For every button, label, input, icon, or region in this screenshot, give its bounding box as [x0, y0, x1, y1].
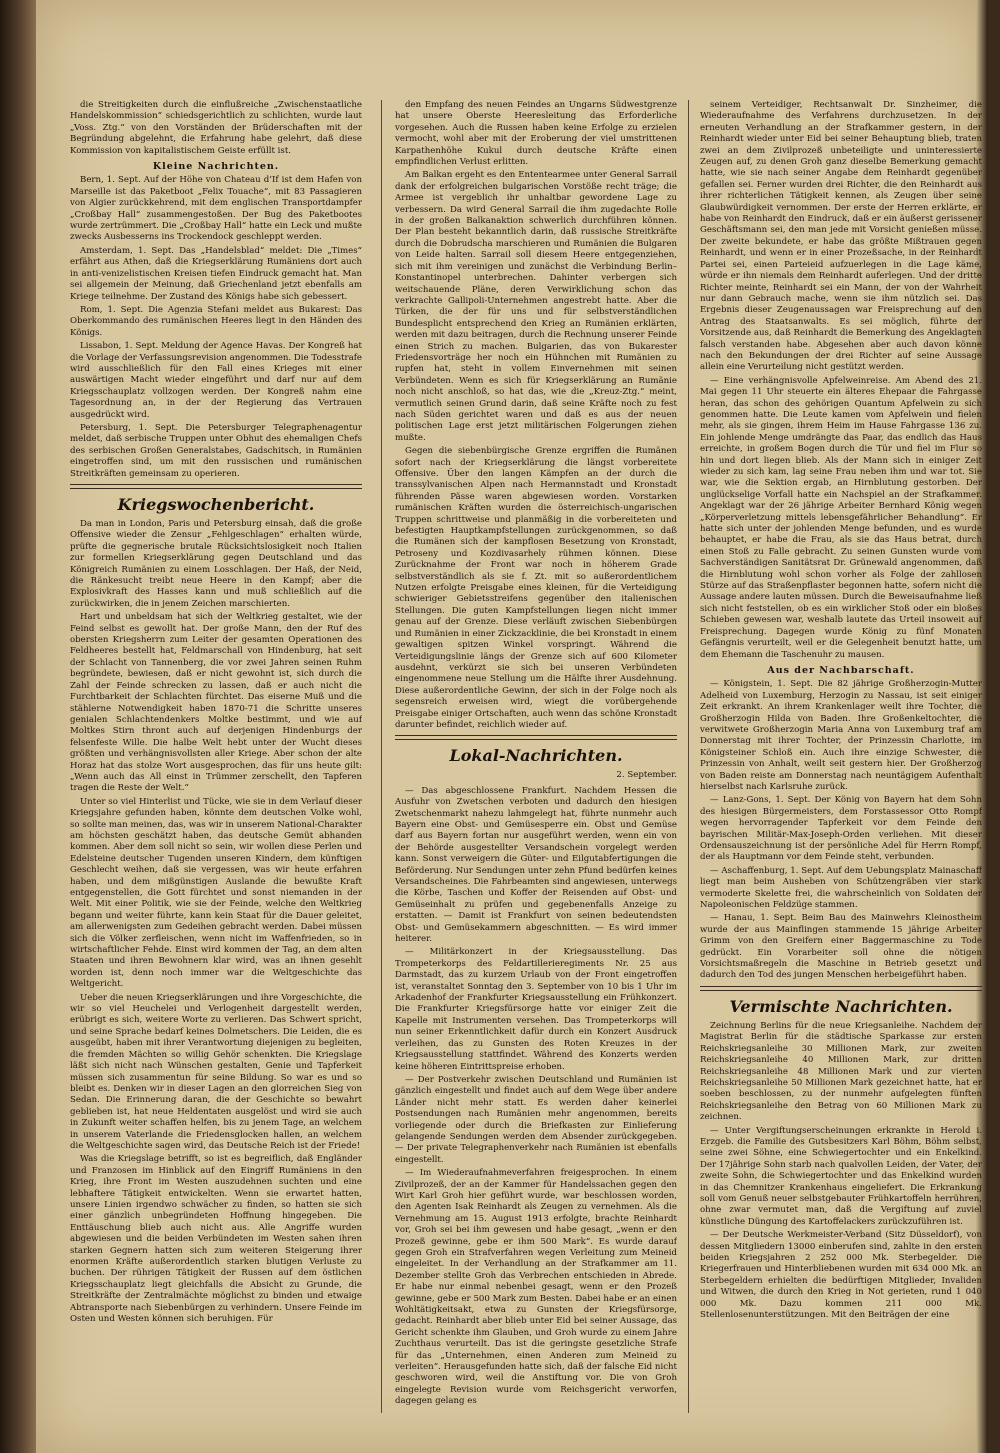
heading-lokal-nachrichten: Lokal-Nachrichten. — [449, 746, 623, 766]
heading-kriegswochenbericht: Kriegswochenbericht. — [117, 495, 315, 514]
news-item: Rom, 1. Sept. Die Agenzia Stefani meldet aus Bukarest: Das Oberkommando des rumänischen Heeres liegt in den Händen des Königs. — [70, 304, 362, 338]
section-divider — [700, 986, 982, 991]
neighborhood-item: — Hanau, 1. Sept. Beim Bau des Mainwehrs Kleinostheim wurde der aus Mainflingen stammende 15 jährige Arbeiter Grimm von den Greifern einer Baggermaschine zu Tode gedrückt. Ein Vorarbeiter soll ohne die nötigen Vorsichtsmaßregeln die Maschine in Betrieb gesetzt und dadurch den Tod des jungen Menschen herbeigeführt haben. — [700, 913, 982, 981]
column-rule-1 — [381, 100, 382, 1413]
article-paragraph: seinem Verteidiger, Rechtsanwalt Dr. Sinzheimer, die Wiederaufnahme des Verfahrens durchzusetzen. In der erneuten Verhandlung an der Strafkammer gestern, in der Reinhardt wieder unter Eid bei seiner Behauptung blieb, traten zwei an dem Zivilprozeß unbeteiligte und uninteressierte Zeugen auf, zu denen Groh ganz dieselbe Bemerkung gemacht hatte, wie sie nach seiner Angabe dem Reinhardt gegenüber gefallen sei. Ferner wurden drei Richter, die den Reinhardt aus ihrer richterlichen Tätigkeit kennen, als Zeugen über seine Glaubwürdigkeit vernommen. Der erste der Herren erklärte, er habe von Reinhardt den Eindruck, daß er ein äußerst gerissener Geschäftsmann sei, den man jede mit Vorsicht genießen müsse. Der zweite bekundete, er habe das größte Mißtrauen gegen Reinhardt, und wenn er in einer Prozeßsache, in der Reinhardt Partei sei, einen Parteieid aufzuerlegen in die Lage käme, würde er ihn niemals dem Reinhardt auferlegen. Und der dritte Richter meinte, Reinhardt sei ein Mann, der von der Wahrheit nur dann Gebrauch mache, wenn sie ihm nützlich sei. Das Ergebnis dieser Zeugenaussagen war Freisprechung auf den Antrag des Staatsanwalts. Es sei möglich, führte der Vorsitzende aus, daß Reinhardt die Bemerkung des Angeklagten falsch verstanden habe. Abgesehen aber auch davon könne nach den Bekundungen der drei Richter auf seine Aussage allein eine Verurteilung nicht gestützt werden. — [700, 100, 982, 373]
article-paragraph: Gegen die siebenbürgische Grenze ergriffen die Rumänen sofort nach der Kriegserklärung die längst vorbereitete Offensive. Über den langen Kämpfen an der durch die transsylvanischen Alpen nach Hermannstadt und Kronstadt führenden Pässe waren abgewiesen worden. Vorstarken rumänischen Kräften wurden die österreichisch-ungarischen Truppen schrittweise und planmäßig in die vorbereiteten und befestigten Hauptkampfstellungen zurückgenommen, so daß die Rumänen sich der kampflosen Besetzung von Kronstadt, Petroseny und Kozdivasarhely rühmen können. Diese Zurücknahme der Front war noch in höherem Grade selbstverständlich als sie f. Zt. mit so außerordentlichem Nutzen erfolgte Preisgabe eines kleinen, für die Verteidigung schwieriger Gebietsstreifens gegenüber den italienischen Stellungen. Die guten Kampfstellungen liegen nicht immer genau auf der Grenze. Diese verläuft zwischen Siebenbürgen und Rumänien in einer Zickzacklinie, die bei Kronstadt in einem gewaltigen spitzen Winkel vorspringt. Während die Verteidigungslinie längs der Grenze sich auf 600 Kilometer ausdehnt, verkürzt sie sich bei unseren Verbündeten eingenommene neue Stellung um die Hälfte ihrer Ausdehnung. Diese außerordentliche Gewinn, der sich in der Folge noch als segensreich erweisen wird, wiegt die vorübergehende Preisgabe einiger Ortschaften, auch wenn das schöne Kronstadt darunter befindet, reichlich wieder auf. — [395, 446, 677, 730]
book-spine — [0, 0, 36, 1453]
dateline: 2. September. — [616, 770, 677, 781]
article-paragraph: Hart und unbeldsam hat sich der Weltkrieg gestaltet, wie der Feind selbst es gewollt hat. Der große Mann, den der Ruf des obersten Kriegsherrn zum Leiter der gesamten Operationen des Feldheeres bestellt hat, Feldmarschall von Hindenburg, hat seit der Schlacht von Tannenberg, die vor zwei Jahren seinen Ruhm begründete, bewiesen, daß er nicht gewohnt ist, sich durch die Zahl der Feinde schrecken zu lassen, daß er auch nicht die Furchtbarkeit der Schlachten fürchtet. Das eiserne Muß und die stählerne Notwendigkeit haben 1870-71 die Schritte unseres genialen Schlachtendenkers Moltke bestimmt, und wie auf Moltkes Stirn thront auch auf derjenigen Hindenburgs der felsenfeste Wille. Die halbe Welt hebt unter der Wucht dieses größten und verhängnisvollsten aller Kriege. Aber schon der alte Horaz hat das stolze Wort ausgesprochen, das für uns heute gilt: „Wenn auch das All einst in Trümmer zerschellt, den Tapferen tragen die Reste der Welt.“ — [70, 612, 362, 794]
heading-kleine-nachrichten: Kleine Nachrichten. — [152, 161, 280, 173]
news-item: Lissabon, 1. Sept. Meldung der Agence Havas. Der Kongreß hat die Vorlage der Verfassungsrevision angenommen. Die Todesstrafe wird ausschließlich für den Fall eines Krieges mit einer auswärtigen Macht wieder eingeführt und darf nur auf dem Kriegsschauplatz vollzogen werden. Der Kongreß nahm eine Tagesordnung an, in der der Regierung das Vertrauen ausgedrückt wird. — [70, 341, 362, 420]
news-item: Bern, 1. Sept. Auf der Höhe von Chateau d’If ist dem Hafen von Marseille ist das Paketboot „Felix Touache“, mit 83 Passagieren von Algier zurückkehrend, mit dem englischen Transportdampfer „Croßbay Hall“ zusammengestoßen. Der Bug des Paketbootes wurde zertrümmert. Die „Croßbay Hall“ hatte ein Leck und mußte zwecks Ausbesserns ins Trockendock geschleppt werden. — [70, 175, 362, 243]
misc-news-item: Zeichnung Berlins für die neue Kriegsanleihe. Nachdem der Magistrat Berlin für die städtische Sparkasse zur ersten Reichskriegsanleihe 30 Millionen Mark, zur zweiten Reichskriegsanleihe 40 Millionen Mark, zur dritten Reichskriegsanleihe 48 Millionen Mark und zur vierten Reichskriegsanleihe 50 Millionen Mark gezeichnet hatte, hat er soeben beschlossen, zu der nunmehr aufgelegten fünften Reichskriegsanleihe den Betrag von 60 Millionen Mark zu zeichnen. — [700, 1020, 982, 1123]
misc-news-item: — Der Deutsche Werkmeister-Verband (Sitz Düsseldorf), von dessen Mitgliedern 13000 einberufen sind, zahlte in den ersten beiden Kriegsjahren 2 252 000 Mk. Sterbegelder. Die Kriegerfrauen und Hinterbliebenen wurden mit 634 000 Mk. an Sterbegeldern erhielten die bedürftigen Mitglieder, Invaliden und Witwen, die durch den Krieg in Not gerieten, rund 1 040 000 Mk. Dazu kommen 211 000 Mk. Stellenlosenunterstützungen. Mit den Beiträgen der eine — [700, 1230, 982, 1321]
neighborhood-item: — Königstein, 1. Sept. Die 82 jährige Großherzogin-Mutter Adelheid von Luxemburg, Herzogin zu Nassau, ist seit einiger Zeit erkrankt. An ihrem Krankenlager weilt ihre Tochter, die Großherzogin Hilda von Baden. Ihre Großenkeltochter, die verwitwete Großherzogin Maria Anna von Luxemburg traf am Donnerstag mit ihrer Tochter, der Prinzessin Charlotte, im Königsteiner Schloß ein. Auch ihre einzige Schwester, die Prinzessin von Anhalt, weilt seit gestern hier. Der Großherzog von Baden reiste am Donnerstag nach neuntägigem Aufenthalt hierselbst nach Karlsruhe zurück. — [700, 679, 982, 792]
section-divider — [395, 735, 677, 740]
article-paragraph: — Eine verhängnisvolle Apfelweinreise. Am Abend des 21. Mai gegen 11 Uhr steuerte ein älteres Ehepaar die Fahrgasse heran, das schon des gehörigen Quantum Apfelwein zu sich genommen hatte. Die Leute kamen vom Apfelwein und fielen mehr, als sie gingen, ihrem Heim im Hause Fahrgasse 136 zu. Ein johlende Menge umdrängte das Paar, das endlich das Haus erreichte, in großem Bogen durch die Tür und fiel im Flur so hin und dort liegen blieb. Als der Mann sich in einiger Zeit wieder zu sich kam, lag seine Frau neben ihm und war tot. Sie war, wie die Sektion ergab, an Hirnblutung gestorben. Der unglückselige Vorfall hatte ein Nachspiel an der Strafkammer. Angeklagt war der 26 jährige Arbeiter Bernhard König wegen „Körperverletzung mittels lebensgefährlicher Behandlung“. Er hatte sich unter der johlenden Menge befunden, und es wurde behauptet, er habe die Frau, als sie das Haus betrat, durch einen Stoß zu Falle gebracht. Zu seinen Gunsten wurde vom Sachverständigen Sanitätsrat Dr. Grünewald angenommen, daß die Hirnblutung wohl schon vorher als Folge der zahllosen Stürze auf das Straßenpflaster begonnen hatte, sofern nicht die Aussage andere lauten müssen. Durch die Beweisaufnahme ließ sich nicht feststellen, ob es ein wirklicher Stoß oder ein bloßes Schieben gewesen war, weshalb lautete das Urteil insoweit auf Freisprechung. Dagegen wurde König zu fünf Monaten Gefängnis verurteilt, weil er die Gelegenheit benutzt hatte, um dem Ehemann die Taschenuhr zu mausen. — [700, 375, 982, 660]
article-paragraph: Ueber die neuen Kriegserklärungen und ihre Vorgeschichte, die wir so viel Heuchelei und Verlogenheit dargestellt werden, erübrigt es sich, weitere Worte zu verlieren. Das Schwert spricht, und seine Sprache bedarf keines Dolmetschers. Die Leiden, die es ausgeübt, haben mit ihrer Verantwortung diejenigen zu begleiten, die fremden Mächten so willig Gehör schenkten. Die Kriegslage läßt sich nicht nach Wünschen gestalten, Genie und Tapferkeit müssen sich zusammentun für seine Bildung. So war es und so bleibt es. Denken wir in dieser Lagen an den glorreichen Sieg von Sedan. Die Erinnerung daran, die der Geschichte so bewahrt geblieben ist, hat neue Heldentaten ausgelöst und wird sie auch in Zukunft weiter schaffen helfen, bis zu jenem Tage, an welchem in unserem Vaterlande die Friedensglocken hallen, an welchem die Weltgeschichte sagen wird, das Deutsche Reich ist der Friede! — [70, 992, 362, 1151]
article-paragraph: Was die Kriegslage betrifft, so ist es begreiflich, daß Engländer und Franzosen im Hinblick auf den Eingriff Rumäniens in den Krieg, ihre Front im Westen auszudehnen suchten und eine lebhaftere Tätigkeit entwickelten. Wenn sie erwartet hatten, unsere Linien irgendwo schwächer zu finden, so hatten sie sich einer gänzlich unbegründeten Hoffnung hingegeben. Die Enttäuschung blieb auch nicht aus. Alle Angriffe wurden abgewiesen und die beiden Verbündeten im Westen sahen ihren starken Gegnern hatten sich zum weiteren Steigerung ihrer enormen Kräfte außerordentlich starken blutigen Verluste zu buchen. Der rührigen Tätigkeit der Russen auf dem östlichen Kriegsschauplatz liegt gleichfalls die Absicht zu Grunde, die Streitkräfte der Zentralmächte möglichst zu binden und etwaige Abtransporte nach Siebenbürgen zu verhindern. Unsere Feinde im Osten und Westen können sich beruhigen. Für — [70, 1154, 362, 1325]
article-paragraph: Da man in London, Paris und Petersburg einsah, daß die große Offensive wieder die Zensur „Fehlgeschlagen“ erhalten würde, prüfte die gegnerische brutale Rücksichtslosigkeit noch Italien zur formellen Kriegserklärung gegen Deutschland und das Königreich Rumänien zu einem Losschlagen. Der Haß, der Neid, die Ränkesucht treibt neue Heere in den Kampf; aber die Explosivkraft des Hasses kann und muß schließlich auf die zurückwirken, die in jenem Zeichen marschierten. — [70, 519, 362, 609]
misc-news-item: — Unter Vergiftungserscheinungen erkrankte in Herold i. Erzgeb. die Familie des Gutsbesitzers Karl Böhm, Böhm selbst, seine zwei Söhne, eine Schwiegertochter und ein Enkelkind. Der 17jährige Sohn starb nach qualvollen Leiden, der Vater, der zweite Sohn, die Schwiegertochter und das Enkelkind wurden in das Chemnitzer Krankenhaus eingeliefert. Die Erkrankung soll vom Genuß neuer selbstgebauter Frühkartoffeln herrühren, ohne zwar vermutet man, daß die Vergiftung auf zuviel künstliche Düngung des Kartoffelackers zurückzuführen ist. — [700, 1125, 982, 1227]
section-divider — [70, 484, 362, 489]
local-news-item: — Das abgeschlossene Frankfurt. Nachdem Hessen die Ausfuhr von Zwetschen verboten und dadurch den hiesigen Zwetschenmarkt nahezu lahmgelegt hat, führte nunmehr auch Bayern eine Obst- und Gemüsesperre ein. Obst und Gemüse darf aus Bayern fortan nur ausgeführt werden, wenn ein von der Behörde ausgestellter Versandschein vorgelegt werden kann. Sonst verweigern die Güter- und Eilgutabfertigungen die Beförderung. Nur Sendungen unter zehn Pfund bedürfen keines Versandscheines. Die Fahrbeamten sind angewiesen, unterwegs die Körbe, Taschen und Koffer der Reisenden auf Obst- und Gemüseinhalt zu prüfen und gegebenenfalls Anzeige zu erstatten. — Damit ist Frankfurt von seinen bedeutendsten Obst- und Gemüsekammern abgeschnitten. — Es wird immer heiterer. — [395, 785, 677, 945]
local-news-item: — Militärkonzert in der Kriegsausstellung. Das Trompeterkorps des Feldartillerieregiments Nr. 25 aus Darmstadt, das zu kurzem Urlaub von der Front eingetroffen ist, veranstaltet Sonntag den 3. September von 10 bis 1 Uhr im Arkadenhof der Frankfurter Kriegsausstellung ein Frühkonzert. Die Frankfurter Kriegsfürsorge hatte vor einiger Zeit die Kapelle mit Instrumenten versehen. Das Trompeterkorps will nun seiner Erkenntlichkeit dafür durch ein Konzert Ausdruck verleihen, das zu Gunsten des Roten Kreuzes in der Kriegsausstellung stattfindet. Während des Konzerts werden keine höheren Eintrittspreise erhoben. — [395, 947, 677, 1072]
news-item: Petersburg, 1. Sept. Die Petersburger Telegraphenagentur meldet, daß serbische Truppen unter Obhut des ehemaligen Chefs des serbischen Großen Generalstabes, Gadschitsch, in Rumänien eingetroffen sind, um mit den russischen und rumänischen Streitkräften gemeinsam zu operieren. — [70, 422, 362, 479]
local-news-item: — Der Postverkehr zwischen Deutschland und Rumänien ist gänzlich eingestellt und findet auch auf dem Wege über andere Länder nicht mehr statt. Es werden daher keinerlei Postsendungen nach Rumänien mehr angenommen, bereits vorliegende oder durch die Briefkasten zur Einlieferung gelangende Sendungen werden dem Absender zurückgegeben. — Der private Telegraphenverkehr nach Rumänien ist ebenfalls eingestellt. — [395, 1074, 677, 1165]
column-1 — [70, 100, 362, 1413]
neighborhood-item: — Aschaffenburg, 1. Sept. Auf dem Uebungsplatz Mainaschaff liegt man beim Ausheben von Schützengräben vier stark vermoderte Skelette frei, die wahrscheinlich von Soldaten der Napoleonischen Feldzüge stammen. — [700, 865, 982, 911]
intro-paragraph: die Streitigkeiten durch die einflußreiche „Zwischenstaatliche Handelskommission“ schiedsgerichtlich zu schlichten, wurde laut „Voss. Ztg.“ von den Vorständen der Brüderschaften mit der Begründung abgelehnt, die Erfahrung habe gelehrt, daß diese Kommission von kapitalistischem Geiste erfüllt ist. — [70, 100, 362, 156]
column-rule-2 — [688, 100, 689, 1413]
article-paragraph: den Empfang des neuen Feindes an Ungarns Südwestgrenze hat unsere Oberste Heeresleitung das Erforderliche vorgesehen. Auch die Russen haben keine Erfolge zu erzielen vermocht, wohl aber mit der Eroberung der viel umstrittenen Karpathenhöhe Kukul durch deutsche Kräfte einen empfindlichen Verlust erlitten. — [395, 100, 677, 168]
local-news-item: — Im Wiederaufnahmeverfahren freigesprochen. In einem Zivilprozeß, der an der Kammer für Handelssachen gegen den Wirt Karl Groh hier geführt wurde, war beschlossen worden, den Agenten Isak Reinhardt als Zeugen zu vernehmen. Als die Vernehmung am 15. August 1913 erfolgte, brachte Reinhardt vor, Groh sei bei ihm gewesen und habe gesagt, „wenn er den Prozeß gewinne, gebe er ihm 500 Mark“. Es wurde darauf gegen Groh ein Strafverfahren wegen Verleitung zum Meineid eingeleitet. In der Verhandlung an der Strafkammer am 11. Dezember stellte Groh das Verbrechen entschieden in Abrede. Er habe nur einmal nebenbei gesagt, wenn er den Prozeß gewinne, gebe er 500 Mark zum Besten. Dabei habe er an einen Wohltätigkeitsakt, etwa zu Gunsten der Kriegsfürsorge, gedacht. Reinhardt aber blieb unter Eid bei seiner Aussage, das Gericht schenkte ihm Glauben, und Groh wurde zu einem Jahre Zuchthaus verurteilt. Das ist die geringste gesetzliche Strafe für das „Unternehmen, einen Anderen zum Meineid zu verleiten“. Herausgefunden hatte sich, daß der falsche Eid nicht geschworen wird, weil die Anstiftung vor. Die von Groh eingelegte Revision wurde vom Reichsgericht verworfen, dagegen gelang es — [395, 1168, 677, 1407]
article-paragraph: Unter so viel Hinterlist und Tücke, wie sie in dem Verlauf dieser Kriegsjahre gefunden haben, könnte dem deutschen Volke wohl, so sollte man meinen, das, was wir in unserem National-Charakter am höchsten geschätzt haben, das deutsche Gemüt abhanden kommen. Aber dem soll nicht so sein, wir wollen diese Perlen und Edelsteine deutscher Tugenden unseren Kindern, dem künftigen Geschlecht weihen, daß sie vergessen, was wir heute erfahren haben, und dem mißgünstigen Auslande die bewußte Kraft entgegenstellen, die Gott fürchtet und sonst niemanden in der Welt. Mit einer Politik, wie sie der Feinde, welche den Weltkrieg begann und weiter führte, kann kein Staat für die Dauer geleitet, am allerwenigsten zum Gedeihen gebracht werden. Dabei müssen sich die Völker zerfleischen, wenn nicht im Waffenfrieden, so in wirtschaftlicher Fehde. Einst wird kommen der Tag, an dem alten Staaten und ihren Bewohnern klar wird, was an ihnen gesehlt worden ist, denn noch immer war die Weltgeschichte das Weltgericht. — [70, 796, 362, 990]
column-2 — [395, 100, 677, 1413]
news-item: Amsterdam, 1. Sept. Das „Handelsblad“ meldet: Die „Times“ erfährt aus Athen, daß die Kriegserklärung Rumäniens dort auch in anti-venizelistischen Kreisen tiefen Eindruck gemacht hat. Man sei allgemein der Meinung, daß Griechenland jetzt ebenfalls am Kriege teilnehme. Der Zustand des Königs habe sich gebessert. — [70, 245, 362, 302]
article-paragraph: Am Balkan ergeht es den Ententearmee unter General Sarrail dank der erfolgreichen bulgarischen Vorstöße recht träge; die Armee ist vergeblich ihr unhaltbar gewordene Lage zu verbessern. Da wird General Sarrail die ihm zugedachte Rolle in der großen Balkanaktion schwerlich durchführen können. Der Plan besteht bekanntlich darin, daß russische Streitkräfte durch die Dobrudscha marschieren und Rumänien die Bulgaren von Leide halten. Sarrail soll diesem Heere entgegenziehen, sich mit ihm vereinigen und zunächst die Verbindung Berlin–Konstantinopel unterbrechen. Dahinter verbergen sich weitschauende Pläne, deren Verwirklichung schon das verkrachte Gallipoli-Unternehmen angestrebt hatte. Aber die Türken, die der für uns und für selbstverständlichen Bundesplicht entsprechend den Krieg an Rumänien erklärten, werden mit dazu beitragen, durch die Rechnung unserer Feinde einen Strich zu machen. Bulgarien, das von Bukarester Friedensvorträge her noch ein Hühnchen mit Rumänien zu rupfen hat, steht in vollem Einvernehmen mit seinen Verbündeten. Wenn es sich für Kriegserklärung an Rumänie noch nicht anschloß, so hat das, wie die „Kreuz-Ztg.“ meint, vermutlich seinen Grund darin, daß seine Kräfte noch zu fest nach Süden gerichtet waren und daß es aus der neuen politischen Lage erst jetzt militärischen Folgerungen ziehen mußte. — [395, 170, 677, 443]
heading-aus-der-nachbarschaft: Aus der Nachbarschaft. — [767, 664, 915, 676]
heading-vermischte-nachrichten: Vermischte Nachrichten. — [729, 996, 953, 1016]
neighborhood-item: — Lanz-Gons, 1. Sept. Der König von Bayern hat dem Sohn des hiesigen Bürgermeisters, dem Forstassessor Otto Rompf wegen hervorragender Tapferkeit vor dem Feinde den bayrischen Militär-Max-Joseph-Orden verliehen. Mit dieser Ordensauszeichnung ist der persönliche Adel für Herrn Rompf, der als Hauptmann vor dem Feinde steht, verbunden. — [700, 795, 982, 863]
column-3 — [700, 100, 982, 1413]
